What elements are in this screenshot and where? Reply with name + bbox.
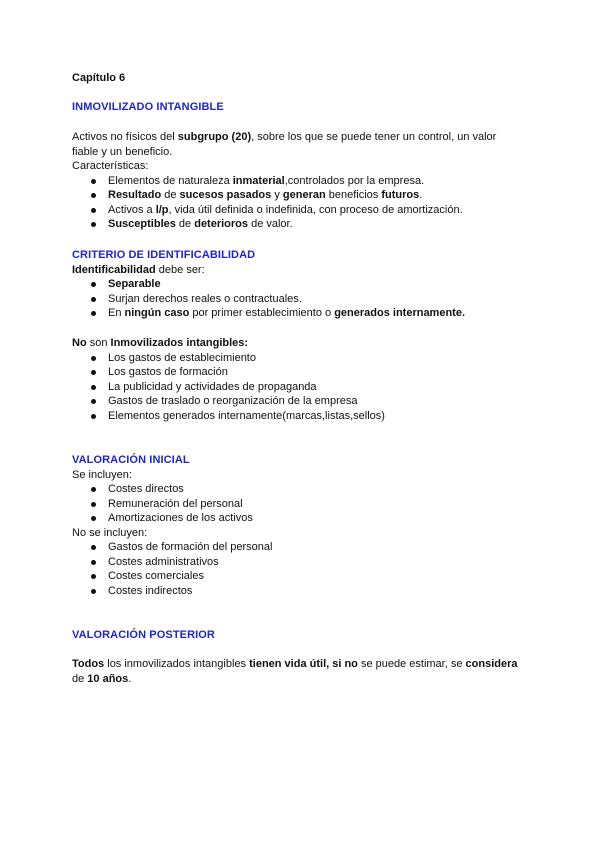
no-intangibles-block	[72, 336, 532, 423]
posterior-line-1: Todos los inmovilizados intangibles tienen vida útil, si no se puede estimar, se considera	[72, 658, 518, 670]
intro-paragraph	[72, 130, 532, 232]
section-heading-identificabilidad: CRITERIO DE IDENTIFICABILIDAD	[72, 249, 256, 261]
no-intangibles-list	[72, 351, 532, 424]
list-item: Resultado de sucesos pasados y generan beneficios futuros.	[72, 188, 532, 203]
list-item: Costes comerciales	[72, 569, 532, 584]
identificabilidad-list	[72, 277, 532, 321]
caracteristicas-list	[72, 174, 532, 232]
section-heading-valoracion-inicial: VALORACIÓN INICIAL	[72, 454, 190, 466]
list-item: Gastos de traslado o reorganización de la empresa	[72, 394, 532, 409]
list-item: Activos a l/p, vida útil definida o indefinida, con proceso de amortización.	[72, 203, 532, 218]
list-item: La publicidad y actividades de propaganda	[72, 380, 532, 395]
identificabilidad-lead: Identificabilidad debe ser:	[72, 263, 205, 276]
list-item: Gastos de formación del personal	[72, 540, 532, 555]
valoracion-inicial-block	[72, 453, 532, 598]
no-incluyen-list	[72, 540, 532, 598]
chapter-title: Capítulo 6	[72, 72, 126, 84]
list-item: Costes administrativos	[72, 555, 532, 570]
list-item: En ningún caso por primer establecimiento o generados internamente.	[72, 306, 532, 321]
list-item: Elementos de naturaleza inmaterial,controlados por la empresa.	[72, 174, 532, 189]
posterior-line-2: de 10 años.	[72, 672, 132, 685]
caracteristicas-label: Características:	[72, 160, 149, 172]
incluyen-label: Se incluyen:	[72, 468, 132, 481]
incluyen-list	[72, 482, 532, 526]
list-item: Los gastos de formación	[72, 365, 532, 380]
list-item: Costes directos	[72, 482, 532, 497]
section-heading-valoracion-posterior: VALORACIÓN POSTERIOR	[72, 629, 215, 641]
list-item: Costes indirectos	[72, 584, 532, 599]
list-item: Elementos generados internamente(marcas,listas,sellos)	[72, 409, 532, 424]
section-heading-inmovilizado: INMOVILIZADO INTANGIBLE	[72, 101, 224, 113]
intro-line-2: fiable y un beneficio.	[72, 145, 173, 158]
valoracion-posterior-paragraph	[72, 657, 532, 686]
list-item: Remuneración del personal	[72, 497, 532, 512]
list-item: Separable	[72, 277, 532, 292]
list-item: Susceptibles de deterioros de valor.	[72, 217, 532, 232]
list-item: Amortizaciones de los activos	[72, 511, 532, 526]
intro-line-1: Activos no físicos del subgrupo (20), sobre los que se puede tener un control, un valor	[72, 131, 497, 143]
list-item: Surjan derechos reales o contractuales.	[72, 292, 532, 307]
no-incluyen-label: No se incluyen:	[72, 526, 148, 539]
identificabilidad-block	[72, 248, 532, 321]
no-intangibles-lead: No son Inmovilizados intangibles:	[72, 337, 249, 349]
list-item: Los gastos de establecimiento	[72, 351, 532, 366]
